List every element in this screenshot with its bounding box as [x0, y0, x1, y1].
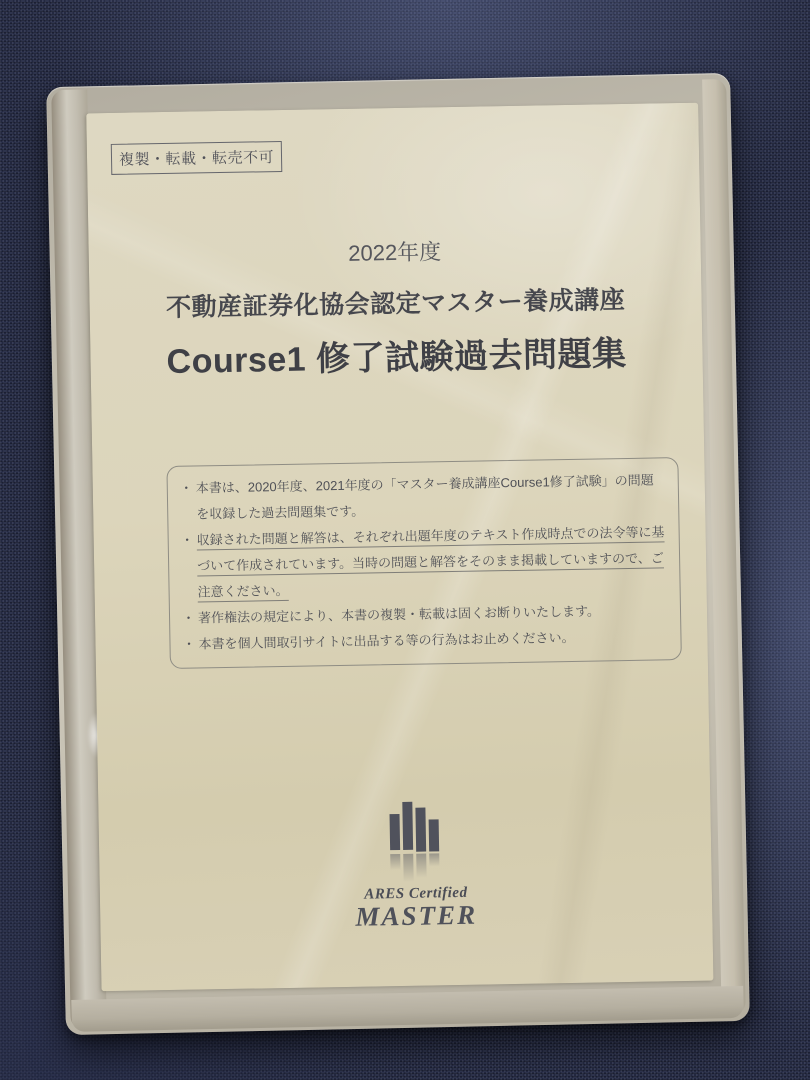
logo-bar [402, 802, 413, 850]
logo-bar-reflection [390, 854, 400, 870]
logo-bar [415, 808, 426, 852]
cover-sheet [86, 103, 713, 992]
notice-text: 著作権法の規定により、本書の複製・転載は固くお断りいたします。 [197, 603, 601, 626]
no-copy-stamp: 複製・転載・転売不可 [111, 141, 283, 175]
notice-box [166, 457, 681, 669]
program-name: 不動産証券化協会認定マスター養成講座 [165, 285, 626, 323]
notice-text: 本書を個人間取引サイトに出品する等の行為はお止めください。 [198, 629, 575, 652]
ares-master-logo [304, 798, 526, 931]
logo-bar [390, 814, 401, 850]
page-bottom-edge [71, 986, 744, 1032]
notice-item [180, 467, 667, 527]
book-cover [46, 73, 750, 1035]
bullet-marker: ・ [182, 636, 196, 652]
logo-bar [429, 819, 440, 851]
logo-caption-master: MASTER [355, 899, 478, 932]
logo-bar-reflection [403, 854, 413, 882]
notice-text: 本書は、2020年度、2021年度の「マスター養成講座Course1修了試験」の問題を収録した過去問題集です。 [195, 472, 654, 522]
notice-text: 収録された問題と解答は、それぞれ出題年度のテキスト作成時点での法令等に基づいて作成されています。当時の問題と解答をそのまま掲載していますので、ご注意ください。 [196, 524, 665, 600]
logo-caption-ares-certified: ARES Certified [364, 884, 468, 903]
edition-year: 2022年度 [348, 239, 442, 266]
bullet-marker: ・ [179, 480, 193, 496]
bullet-marker: ・ [180, 532, 194, 548]
book-title: Course1 修了試験過去問題集 [166, 334, 627, 381]
bar-chart-icon [389, 799, 440, 884]
notice-item [180, 519, 667, 605]
logo-bar-reflection [429, 853, 439, 866]
bullet-marker: ・ [181, 610, 196, 626]
logo-bar-reflection [416, 854, 426, 878]
